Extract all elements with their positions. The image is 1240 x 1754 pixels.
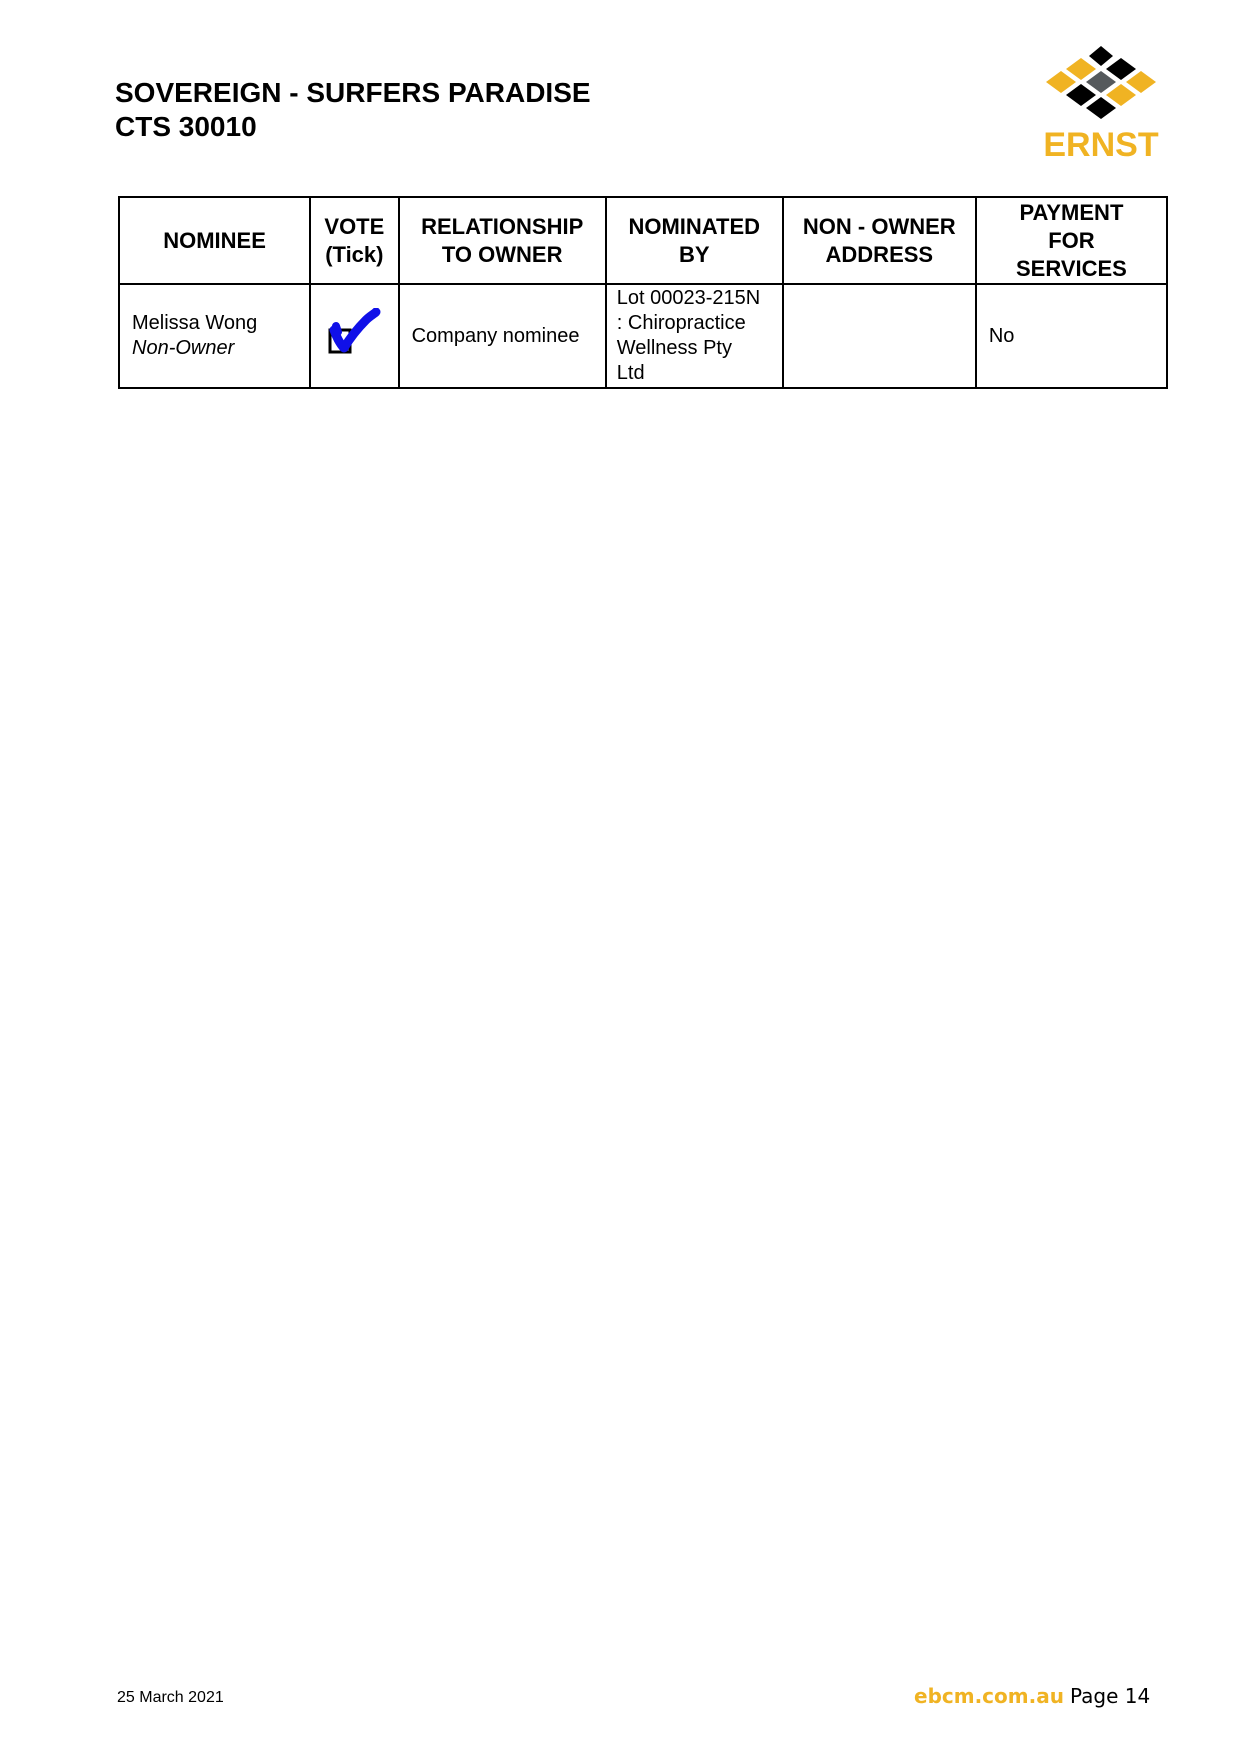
title-line-1: SOVEREIGN - SURFERS PARADISE	[115, 77, 591, 108]
cell-relationship	[399, 284, 606, 388]
cell-non-owner-address	[783, 284, 976, 388]
cell-nominated-by	[606, 284, 783, 388]
cell-vote	[310, 284, 399, 388]
footer-date: 25 March 2021	[117, 1689, 224, 1706]
page-number: Page 14	[1069, 1684, 1151, 1708]
nominee-name: Melissa Wong	[132, 312, 258, 334]
header-non-owner-address: NON - OWNER ADDRESS	[783, 197, 976, 284]
payment-for-services-text: No	[988, 324, 1015, 347]
ernst-logo-text: ERNST	[1043, 126, 1159, 164]
nominated-by-line: Lot 00023-215N	[616, 287, 761, 309]
cell-nominee	[119, 284, 310, 388]
document-title	[115, 76, 591, 144]
nominee-role: Non-Owner	[132, 337, 235, 359]
cell-payment-for-services	[976, 284, 1167, 388]
table-header-row	[119, 197, 1167, 284]
footer-site-link[interactable]: ebcm.com.au	[914, 1684, 1064, 1708]
nominated-by-line: Wellness Pty	[616, 337, 732, 359]
nominated-by-line: Ltd	[616, 362, 645, 384]
handwritten-tick-checkbox-icon	[324, 308, 384, 364]
header-nominee: NOMINEE	[119, 197, 310, 284]
table-row	[119, 284, 1167, 388]
header-relationship: RELATIONSHIP TO OWNER	[399, 197, 606, 284]
header-nominated-by: NOMINATED BY	[606, 197, 783, 284]
footer-right	[914, 1683, 1150, 1709]
nominee-table	[118, 196, 1168, 389]
header-payment-for-services: PAYMENT FOR SERVICES	[976, 197, 1167, 284]
nominated-by-line: : Chiropractice	[616, 312, 746, 334]
header-vote: VOTE (Tick)	[310, 197, 399, 284]
relationship-text: Company nominee	[411, 324, 580, 347]
title-line-2: CTS 30010	[115, 111, 257, 142]
